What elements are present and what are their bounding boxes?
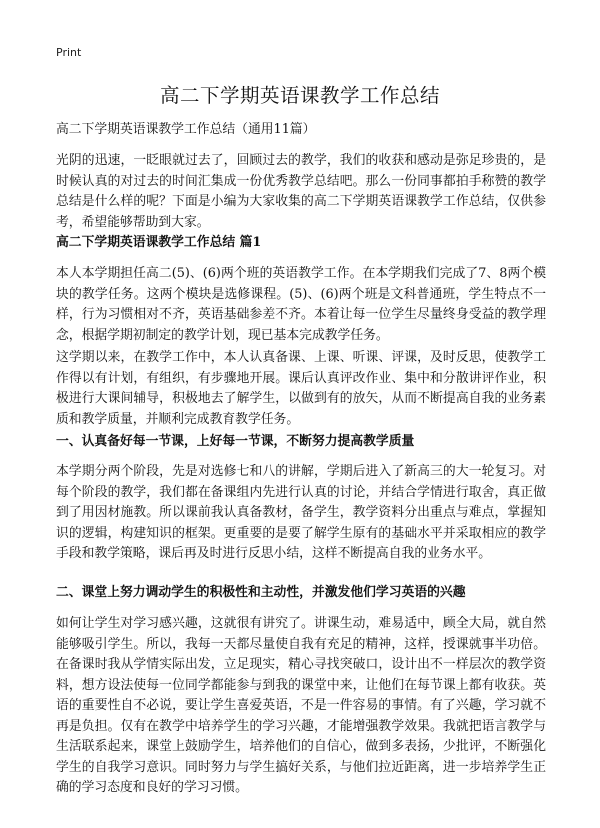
print-link[interactable]: Print: [56, 46, 82, 59]
body-paragraph-2: 这学期以来，在教学工作中，本人认真备课、上课、听课、评课，及时反思，使教学工作得以有计划，有组织，有步骤地开展。课后认真评改作业、集中和分散讲评作业，积极进行大课间辅导，积极地去了解学生，以做到有的放矢，从而不断提高自我的业务素质和教学质量，并顺利完成教育教学任务。: [56, 350, 546, 427]
page-title: 高二下学期英语课教学工作总结: [159, 84, 440, 107]
section-heading-2: 二、课堂上努力调动学生的积极性和主动性，并激发他们学习英语的兴趣: [56, 585, 466, 600]
intro-paragraph: 光阴的迅速，一眨眼就过去了，回顾过去的教学，我们的收获和感动是弥足珍贵的，是时候认真的对过去的时间汇集成一份优秀教学总结吧。那么一份同事都拍手称赞的教学总结是什么样的呢？下面是小编为大家收集的高二下学期英语课教学工作总结，仅供参考，希望能够帮助到大家。: [56, 153, 546, 230]
body-paragraph-3: 本学期分两个阶段，先是对选修七和八的讲解，学期后进入了新高三的大一轮复习。对每个阶段的教学，我们都在备课组内先进行认真的讨论，并结合学情进行取舍，真正做到了用因材施教。所以课前我认真备教材，备学生，教学资料分出重点与难点，掌握知识的逻辑，构建知识的框架。更重要的是要了解学生原有的基础水平并采取相应的教学手段和教学策略，课后再及时进行反思小结，这样不断提高自我的业务水平。: [56, 464, 546, 561]
article-heading: 高二下学期英语课教学工作总结 篇1: [56, 235, 262, 250]
document-subtitle: 高二下学期英语课教学工作总结（通用11篇）: [56, 122, 316, 137]
section-heading-1: 一、认真备好每一节课，上好每一节课，不断努力提高教学质量: [56, 434, 415, 449]
body-paragraph-1: 本人本学期担任高二(5)、(6)两个班的英语教学工作。在本学期我们完成了7、8两个模块的教学任务。这两个模块是选修课程。(5)、(6)两个班是文科普通班，学生特点不一样，行为习惯相对不齐，英语基础参差不齐。本着让每一位学生尽量终身受益的教学理念，根据学期初制定的教学计划，现已基本完成教学任务。: [56, 266, 546, 343]
body-paragraph-4: 如何让学生对学习感兴趣，这就很有讲究了。讲课生动，难易适中，顾全大局，就自然能够吸引学生。所以，我每一天都尽量使自我有充足的精神，这样，授课就事半功倍。在备课时我从学情实际出发，立足现实，精心寻找突破口，设计出不一样层次的教学资料，想方设法使每一位同学都能参与到我的课堂中来，让他们在每节课上都有收获。英语的重要性自不必说，要让学生喜爱英语，不是一件容易的事情。有了兴趣，学习就不再是负担。仅有在教学中培养学生的学习兴趣，才能增强教学效果。我就把语言教学与生活联系起来，课堂上鼓励学生，培养他们的自信心，做到多表扬，少批评，不断强化学生的自我学习意识。同时努力与学生搞好关系，与他们拉近距离，进一步培养学生正确的学习态度和良好的学习习惯。: [56, 616, 546, 795]
